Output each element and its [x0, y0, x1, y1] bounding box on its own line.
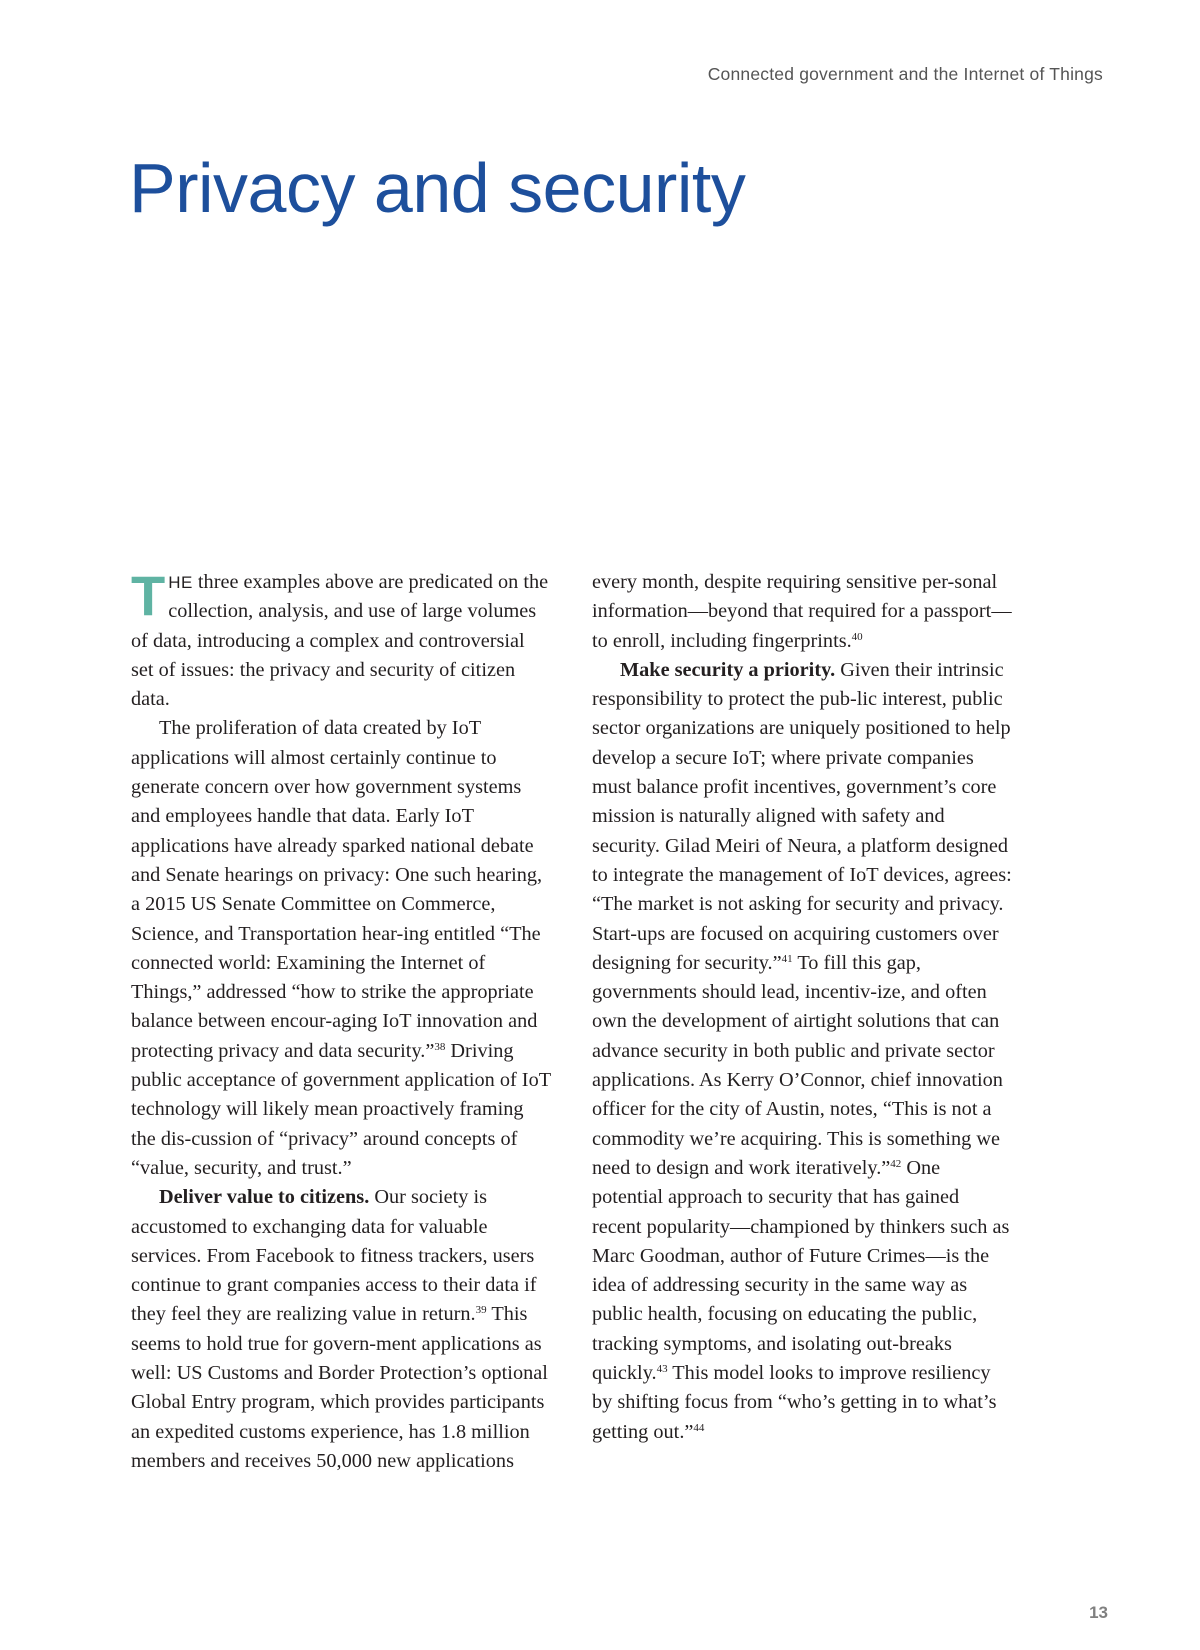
left-column	[131, 564, 551, 1476]
paragraph-deliver-value	[131, 1183, 551, 1476]
paragraph-text: Our society is accustomed to exchanging data for valuable services. From Facebook to fitness trackers, users continue to grant companies access to their data if they feel they are realizing value in return.	[131, 1186, 537, 1326]
paragraph-text: To fill this gap, governments should lead, incentiv-ize, and often own the development of airtight solutions that can advance security in both public and private sector applications. As Kerry O’Connor, chief innovation officer for the city of Austin, notes, “This is not a commodity we’re acquiring. This is something we need to design and work iteratively.”	[592, 951, 1003, 1179]
running-header: Connected government and the Internet of Things	[707, 64, 1103, 84]
run-in-heading: Make security a priority.	[620, 658, 836, 681]
footnote-ref: 44	[693, 1421, 705, 1434]
paragraph-text: This model looks to improve resiliency by shifting focus from “who’s getting in to what’s getting out.”	[592, 1362, 997, 1443]
footnote-ref: 43	[656, 1363, 668, 1376]
footnote-ref: 40	[851, 630, 863, 643]
footnote-ref: 38	[434, 1040, 446, 1053]
paragraph-proliferation	[131, 714, 551, 1183]
paragraph-text: Given their intrinsic responsibility to protect the pub-lic interest, public sector organizations are uniquely positioned to help develop a secure IoT; where private companies must balance profit incentives, government’s core mission is naturally aligned with safety and security. Gilad Meiri of Neura, a platform designed to integrate the management of IoT devices, agrees: “The market is not asking for security and privacy. Start-ups are focused on acquiring customers over designing for security.”	[592, 658, 1012, 974]
paragraph-intro	[131, 564, 551, 714]
paragraph-text: One potential approach to security that has gained recent popularity—championed by thinkers such as Marc Goodman, author of Future Crimes—is the idea of addressing security in the same way as public health, focusing on educating the public, tracking symptoms, and isolating out-breaks quickly.	[592, 1156, 1010, 1385]
small-caps-lead: HE	[168, 573, 193, 592]
footnote-ref: 42	[890, 1157, 902, 1170]
drop-cap: T	[131, 564, 166, 627]
footnote-ref: 41	[781, 952, 793, 965]
paragraph-text: The proliferation of data created by IoT applications will almost certainly continue to generate concern over how government systems and employees handle that data. Early IoT applications have already sparked national debate and Senate hearings on privacy: One such hearing, a 2015 US Senate Committee on Commerce, Science, and Transportation hear-ing entitled “The connected world: Examining the Internet of Things,” addressed “how to strike the appropriate balance between encour-aging IoT innovation and protecting privacy and data security.”	[131, 717, 543, 1062]
footnote-ref: 39	[475, 1304, 487, 1317]
paragraph-text: every month, despite requiring sensitive per-sonal information—beyond that required for a passport—to enroll, including fingerprints.	[592, 571, 1012, 652]
paragraph-continued	[592, 568, 1012, 656]
right-column	[592, 568, 1012, 1447]
page-number: 13	[1089, 1603, 1108, 1622]
paragraph-security-priority	[592, 656, 1012, 1447]
paragraph-text: This seems to hold true for govern-ment applications as well: US Customs and Border Protection’s optional Global Entry program, which provides participants an expedited customs experience, has 1.8 million members and receives 50,000 new applications	[131, 1303, 548, 1472]
run-in-heading: Deliver value to citizens.	[159, 1186, 370, 1209]
paragraph-text: Driving public acceptance of government application of IoT technology will likely mean proactively framing the dis-cussion of “privacy” around concepts of “value, security, and trust.”	[131, 1039, 551, 1179]
page-title: Privacy and security	[129, 149, 746, 227]
paragraph-text: three examples above are predicated on the collection, analysis, and use of large volumes of data, introducing a complex and controversial set of issues: the privacy and security of citizen data.	[131, 571, 549, 711]
